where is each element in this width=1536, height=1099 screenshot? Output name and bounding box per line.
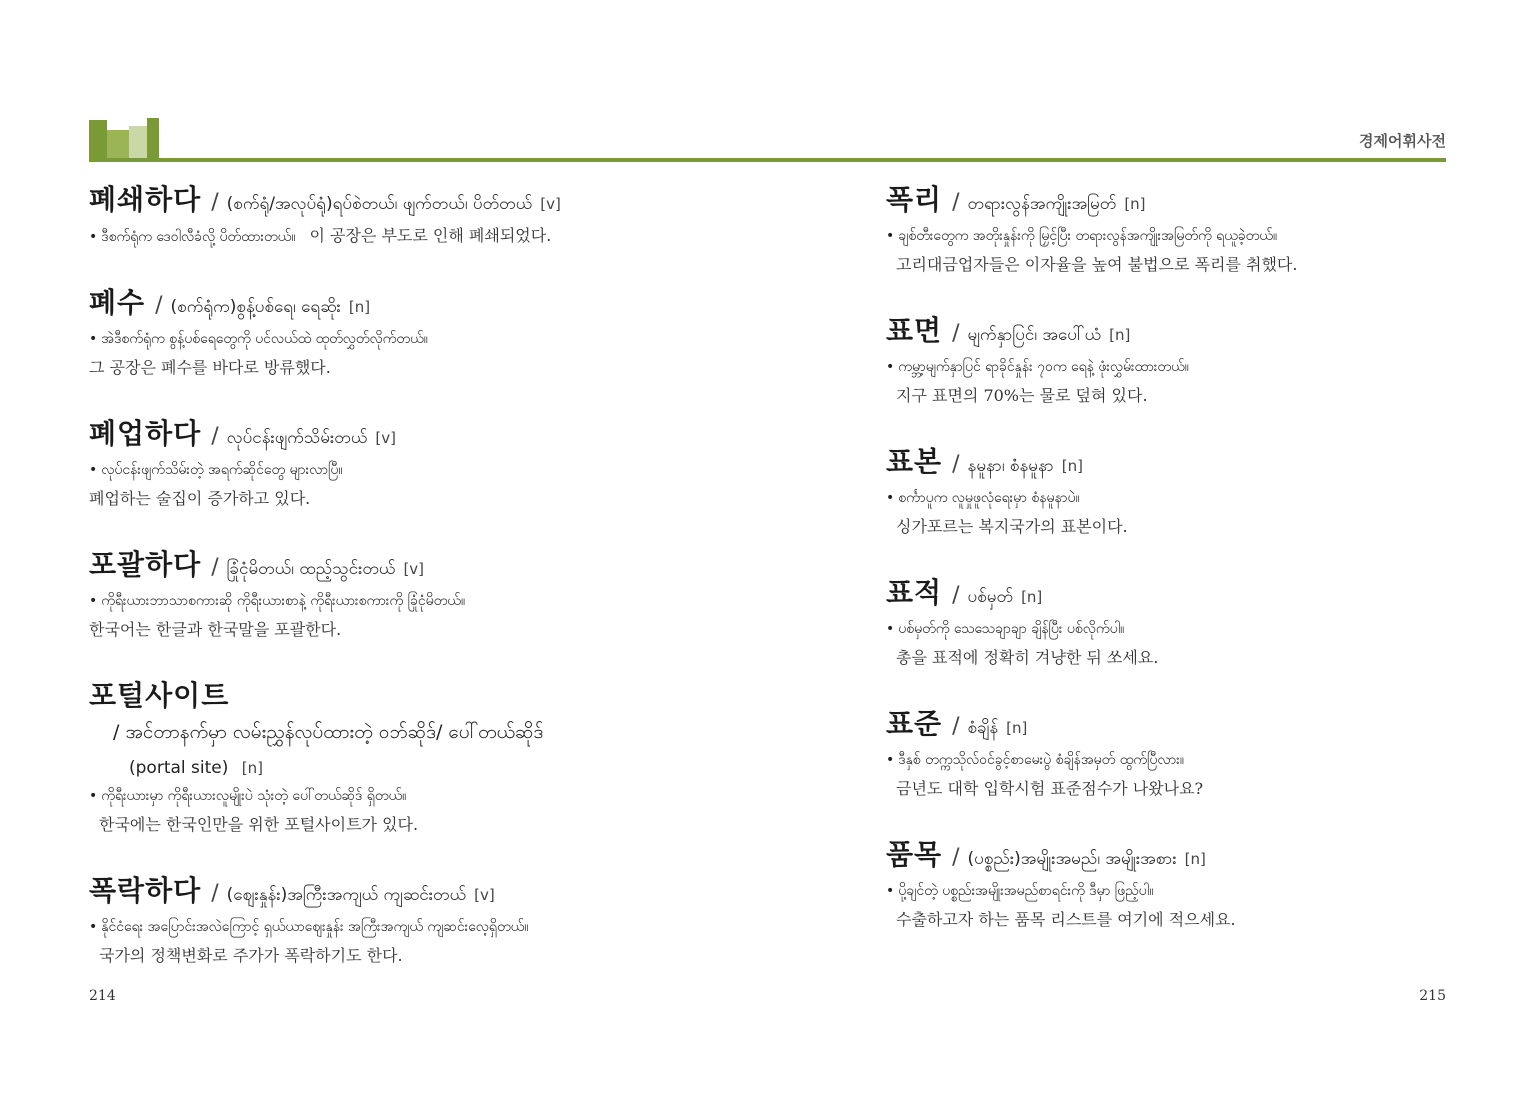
entry-sample <box>886 440 1466 537</box>
bullet: • <box>89 462 98 478</box>
example-korean: 지구 표면의 70%는 물로 덮혀 있다. <box>896 386 1148 405</box>
headword: 표적 <box>886 576 943 609</box>
meaning-english <box>89 758 709 778</box>
headword: 포괄하다 <box>89 548 202 581</box>
example-burmese <box>886 881 1466 901</box>
headword: 폐수 <box>89 286 146 319</box>
entry-item <box>886 833 1466 930</box>
entry-closure <box>89 178 709 247</box>
headword: 포털사이트 <box>89 679 230 712</box>
bullet: • <box>89 593 98 609</box>
meaning: မျက်နှာပြင်၊ အပေါ်ယံ <box>967 325 1102 345</box>
meaning: (စက်ရုံ/အလုပ်ရုံ)ရပ်စဲတယ်၊ ဖျက်တယ်၊ ပိတ်တယ် <box>226 194 533 214</box>
separator: / <box>952 321 960 346</box>
header-decoration <box>89 118 159 160</box>
entry-close-business <box>89 412 709 509</box>
example-burmese-text: ချစ်တီးတွေက အတိုးနှုန်းကို မြှင့်ပြီး တရားလွန်အကျိုးအမြတ်ကို ရယူခဲ့တယ်။ <box>898 228 1278 244</box>
part-of-speech: [n] <box>1021 588 1043 606</box>
meaning: (ဈေးနှုန်း)အကြီးအကျယ် ကျဆင်းတယ် <box>226 885 467 905</box>
header-rule <box>89 158 1446 162</box>
separator: / <box>952 452 960 477</box>
part-of-speech: [n] <box>1006 719 1028 737</box>
header-block-3 <box>129 126 147 160</box>
meaning-english-text: (portal site) <box>129 758 229 778</box>
headword: 폭리 <box>886 183 943 216</box>
example-korean: 그 공장은 폐수를 바다로 방류했다. <box>89 358 331 377</box>
part-of-speech: [v] <box>540 195 561 213</box>
example-korean: 수출하고자 하는 품목 리스트를 여기에 적으세요. <box>896 910 1236 929</box>
separator: / <box>952 845 960 870</box>
example-korean: 이 공장은 부도로 인해 폐쇄되었다. <box>309 226 552 245</box>
example-burmese <box>89 591 709 611</box>
meaning: ခြုံငုံမိတယ်၊ ထည့်သွင်းတယ် <box>226 559 396 579</box>
example-burmese <box>886 226 1466 246</box>
headword: 품목 <box>886 838 943 871</box>
separator: / <box>952 714 960 739</box>
headword: 폭락하다 <box>89 874 202 907</box>
meaning: စံချိန် <box>967 718 999 738</box>
example-burmese-text: နိုင်ငံရေး အပြောင်းအလဲကြောင့် ရှယ်ယာဈေးနှုန်း အကြီးအကျယ် ကျဆင်းလေ့ရှိတယ်။ <box>101 919 529 935</box>
separator: / <box>211 881 219 906</box>
example-korean: 고리대금업자들은 이자율을 높여 불법으로 폭리를 취했다. <box>896 255 1298 274</box>
separator: / <box>155 293 163 318</box>
example-burmese <box>886 357 1466 377</box>
header-block-1 <box>89 120 107 160</box>
example-burmese-text: စင်္ကာပူက လူမှုဖူလုံရေးမှာ စံနမူနာပဲ။ <box>898 490 1080 506</box>
example-burmese-text: ဒီနှစ် တက္ကသိုလ်ဝင်ခွင့်စာမေးပွဲ စံချိန်အမှတ် ထွက်ပြီလား။ <box>898 752 1184 768</box>
example-korean: 금년도 대학 입학시험 표준점수가 나왔나요? <box>896 779 1204 798</box>
example-burmese-text: ကမ္ဘာ့မျက်နှာပြင် ရာခိုင်နှုန်း ၇၀က ရေနဲ့ ဖုံးလွှမ်းထားတယ်။ <box>898 359 1189 375</box>
right-column <box>886 178 1466 930</box>
meaning: / အင်တာနက်မှာ လမ်းညွှန်လုပ်ထားတဲ့ ဝဘ်ဆိုဒ်/ ပေါ်တယ်ဆိုဒ် <box>113 721 544 743</box>
part-of-speech: [n] <box>241 759 263 777</box>
example-burmese <box>89 917 709 937</box>
bullet: • <box>89 229 98 245</box>
meaning: (စက်ရုံက)စွန့်ပစ်ရေ၊ ရေဆိုး <box>170 297 341 317</box>
example-korean: 한국에는 한국인만을 위한 포털사이트가 있다. <box>99 815 419 834</box>
example-korean: 총을 표적에 정확히 겨냥한 뒤 쏘세요. <box>896 648 1159 667</box>
left-column <box>89 178 709 966</box>
headword: 표면 <box>886 314 943 347</box>
header-block-2 <box>107 130 129 160</box>
example-burmese <box>89 786 709 806</box>
example-burmese-text: အဲဒီစက်ရုံက စွန့်ပစ်ရေတွေကို ပင်လယ်ထဲ ထုတ်လွှတ်လိုက်တယ်။ <box>101 331 428 347</box>
example-korean: 싱가포르는 복지국가의 표본이다. <box>896 517 1128 536</box>
example-korean: 폐업하는 술집이 증가하고 있다. <box>89 489 311 508</box>
header-block-4 <box>147 118 159 160</box>
example-korean: 한국어는 한글과 한국말을 포괄한다. <box>89 620 342 639</box>
example-burmese <box>886 488 1466 508</box>
entry-portal-site <box>89 674 709 835</box>
example-burmese-text: ကိုရီးယားမှာ ကိုရီးယားလူမျိုးပဲ သုံးတဲ့ ပေါ်တယ်ဆိုဒ် ရှိတယ်။ <box>101 788 407 804</box>
meaning: နမူနာ၊ စံနမူနာ <box>967 456 1054 476</box>
example-burmese <box>89 460 709 480</box>
book-title: 경제어휘사전 <box>1359 132 1446 150</box>
bullet: • <box>89 788 98 804</box>
entry-standard <box>886 702 1466 799</box>
example-burmese <box>89 226 709 247</box>
example-burmese-text: ပို့ချင်တဲ့ ပစ္စည်းအမျိုးအမည်စာရင်းကို ဒီမှာ ဖြည့်ပါ။ <box>898 883 1154 899</box>
headword: 폐쇄하다 <box>89 183 202 216</box>
part-of-speech: [v] <box>474 886 495 904</box>
part-of-speech: [v] <box>403 560 425 578</box>
separator: / <box>211 555 219 580</box>
entry-encompass <box>89 543 709 640</box>
bullet: • <box>886 621 895 637</box>
example-burmese <box>886 750 1466 770</box>
part-of-speech: [n] <box>1184 850 1206 868</box>
separator: / <box>211 424 219 449</box>
bullet: • <box>89 331 98 347</box>
example-burmese-text: ဒီစက်ရုံက ဒေဝါလီခံလို့ ပိတ်ထားတယ်။ <box>101 229 296 245</box>
meaning: လုပ်ငန်းဖျက်သိမ်းတယ် <box>226 428 368 448</box>
bullet: • <box>886 490 895 506</box>
part-of-speech: [n] <box>348 298 371 316</box>
bullet: • <box>886 228 895 244</box>
bullet: • <box>886 359 895 375</box>
meaning: ပစ်မှတ် <box>967 587 1014 607</box>
example-korean: 국가의 정책변화로 주가가 폭락하기도 한다. <box>99 946 403 965</box>
part-of-speech: [n] <box>1124 195 1146 213</box>
separator: / <box>952 583 960 608</box>
part-of-speech: [n] <box>1109 326 1131 344</box>
entry-surface <box>886 309 1466 406</box>
bullet: • <box>886 883 895 899</box>
headword: 표준 <box>886 707 943 740</box>
separator: / <box>211 190 219 215</box>
headword: 표본 <box>886 445 943 478</box>
example-burmese-text: လုပ်ငန်းဖျက်သိမ်းတဲ့ အရက်ဆိုင်တွေ များလာပြီ။ <box>101 462 343 478</box>
entry-plunge <box>89 869 709 966</box>
page-number-left: 214 <box>89 988 116 1004</box>
entry-excess-profit <box>886 178 1466 275</box>
meaning: (ပစ္စည်း)အမျိုးအမည်၊ အမျိုးအစား <box>967 849 1177 869</box>
meaning: တရားလွန်အကျိုးအမြတ် <box>967 194 1117 214</box>
separator: / <box>952 190 960 215</box>
example-burmese <box>89 329 709 349</box>
example-burmese-text: ပစ်မှတ်ကို သေသေချာချာ ချိန်ပြီး ပစ်လိုက်ပါ။ <box>898 621 1125 637</box>
example-burmese <box>886 619 1466 639</box>
bullet: • <box>89 919 98 935</box>
bullet: • <box>886 752 895 768</box>
entry-target <box>886 571 1466 668</box>
part-of-speech: [n] <box>1061 457 1084 475</box>
headword: 폐업하다 <box>89 417 202 450</box>
page-number-right: 215 <box>1419 988 1446 1004</box>
entry-wastewater <box>89 281 709 378</box>
example-burmese-text: ကိုရီးယားဘာသာစကားဆို ကိုရီးယားစာနဲ့ ကိုရီးယားစကားကို ခြုံငုံမိတယ်။ <box>101 593 466 609</box>
part-of-speech: [v] <box>375 429 396 447</box>
